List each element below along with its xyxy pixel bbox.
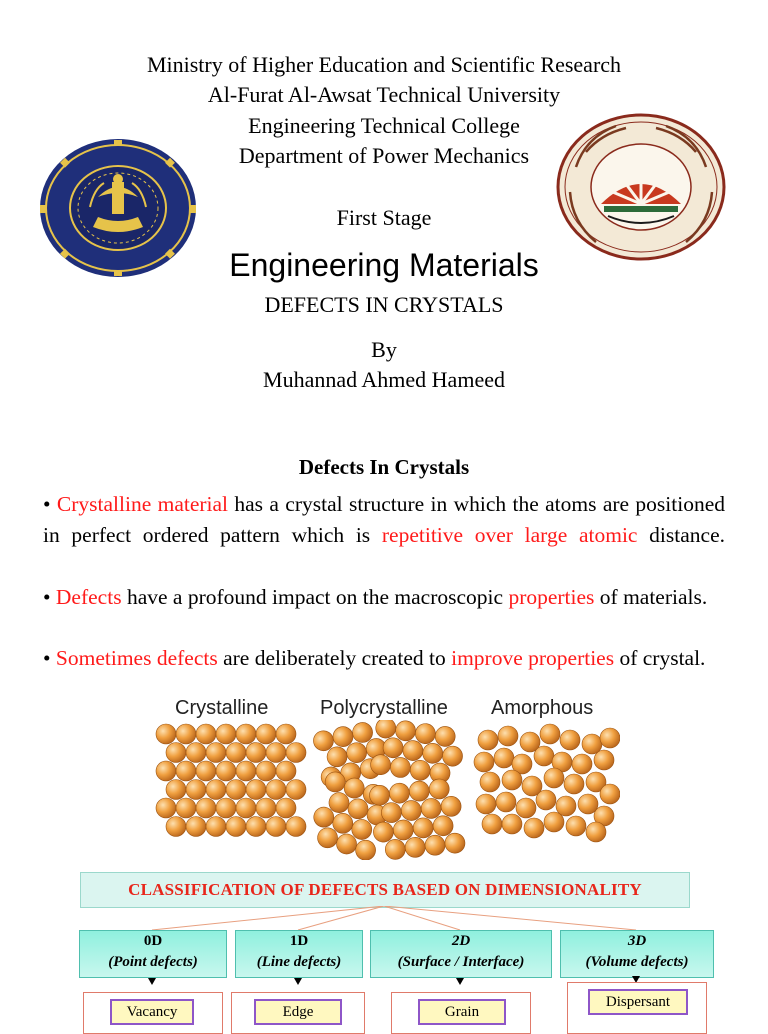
dim-box-3d <box>560 930 714 978</box>
crystalline-lattice <box>156 724 306 837</box>
amorphous-atom <box>572 754 592 774</box>
polycrystalline-atom <box>440 795 462 817</box>
amorphous-atom <box>600 784 620 804</box>
polycrystalline-atom <box>408 780 430 802</box>
amorphous-atom <box>516 798 536 818</box>
crystalline-atom <box>256 724 276 744</box>
dim-box-2d <box>370 930 552 978</box>
bullet-2-part-1: Defects <box>55 585 122 609</box>
dim-2d-label: 2D <box>451 933 471 949</box>
amorphous-atom <box>478 730 498 750</box>
bullet-3-part-2: are deliberately created to <box>217 646 452 670</box>
classification-banner: CLASSIFICATION OF DEFECTS BASED ON DIMENSIONALITY <box>80 872 690 908</box>
crystalline-atom <box>176 724 196 744</box>
crystalline-atom <box>166 743 186 763</box>
polycrystalline-atom <box>392 819 414 841</box>
amorphous-atom <box>544 768 564 788</box>
amorphous-atom <box>476 794 496 814</box>
crystalline-atom <box>196 798 216 818</box>
polycrystalline-atom <box>388 782 410 804</box>
bullet-2-part-3: properties <box>508 585 595 609</box>
crystalline-atom <box>226 743 246 763</box>
crystalline-atom <box>196 724 216 744</box>
polycrystalline-atom <box>424 834 446 856</box>
header-line-ministry: Ministry of Higher Education and Scientific Research <box>146 52 622 77</box>
bullet-3-part-0: • <box>43 646 56 670</box>
amorphous-atom <box>502 814 522 834</box>
crystalline-atom <box>266 780 286 800</box>
crystalline-atom <box>286 817 306 837</box>
crystalline-atom <box>246 817 266 837</box>
dim-box-0d <box>79 930 227 978</box>
atomic-structures-figure <box>150 720 620 860</box>
bullet-defects <box>43 582 725 613</box>
crystalline-atom <box>156 724 176 744</box>
crystalline-atom <box>226 817 246 837</box>
amorphous-atom <box>536 790 556 810</box>
crystalline-atom <box>196 761 216 781</box>
dim-0d-label: 0D <box>143 933 163 949</box>
crystalline-atom <box>186 780 206 800</box>
bullet-1-part-4: distance. <box>637 523 725 547</box>
example-box-1d <box>231 992 365 1034</box>
dim-3d-label: 3D <box>627 933 647 949</box>
bullet-1-part-0: • <box>43 492 57 516</box>
polycrystalline-atom <box>404 836 426 858</box>
bullet-3-part-1: Sometimes defects <box>55 646 218 670</box>
label-polycrystalline: Polycrystalline <box>320 697 448 719</box>
amorphous-structure <box>474 724 620 842</box>
crystalline-atom <box>216 761 236 781</box>
crystalline-atom <box>276 798 296 818</box>
label-amorphous: Amorphous <box>491 697 594 719</box>
arrow-2d <box>456 978 464 985</box>
example-box-0d <box>83 992 223 1034</box>
dim-0d-sub: (Point defects) <box>108 954 198 970</box>
arrow-1d <box>294 978 302 985</box>
arrow-0d <box>148 978 156 985</box>
bullet-3-part-3: improve properties <box>451 646 615 670</box>
crystalline-atom <box>216 798 236 818</box>
crystalline-atom <box>156 798 176 818</box>
crystalline-atom <box>206 743 226 763</box>
amorphous-atom <box>566 816 586 836</box>
dim-3d-sub: (Volume defects) <box>585 954 689 970</box>
bullet-crystalline <box>43 489 725 551</box>
bullet-1-part-1: Crystalline material <box>56 492 229 516</box>
crystalline-atom <box>206 817 226 837</box>
example-grain: Grain <box>418 999 506 1025</box>
amorphous-atom <box>494 748 514 768</box>
crystalline-atom <box>166 780 186 800</box>
polycrystalline-atom <box>400 800 422 822</box>
example-box-2d <box>391 992 531 1034</box>
amorphous-atom <box>540 724 560 744</box>
course-title: Engineering Materials <box>229 247 539 283</box>
crystalline-atom <box>186 817 206 837</box>
header-line-college: Engineering Technical College <box>248 113 520 138</box>
crystalline-atom <box>276 724 296 744</box>
bullet-2-part-4: of materials. <box>594 585 708 609</box>
crystalline-atom <box>176 761 196 781</box>
polycrystalline-atom <box>444 832 466 854</box>
crystalline-atom <box>176 798 196 818</box>
crystalline-atom <box>236 761 256 781</box>
crystalline-atom <box>286 743 306 763</box>
author-name: Muhannad Ahmed Hameed <box>263 367 505 392</box>
amorphous-atom <box>564 774 584 794</box>
atu-university-logo <box>38 137 198 279</box>
example-dispersant: Dispersant <box>588 989 688 1015</box>
amorphous-atom <box>502 770 522 790</box>
stage-label: First Stage <box>336 205 432 230</box>
ministry-logo <box>556 112 726 262</box>
crystalline-atom <box>236 798 256 818</box>
amorphous-atom <box>586 822 606 842</box>
crystalline-atom <box>246 780 266 800</box>
bullet-2-part-0: • <box>43 585 56 609</box>
amorphous-atom <box>544 812 564 832</box>
crystalline-atom <box>156 761 176 781</box>
amorphous-atom <box>600 728 620 748</box>
amorphous-atom <box>496 792 516 812</box>
label-crystalline: Crystalline <box>175 697 269 719</box>
polycrystalline-atom <box>353 838 378 860</box>
dim-1d-sub: (Line defects) <box>256 954 342 970</box>
example-edge: Edge <box>254 999 342 1025</box>
classification-connectors <box>80 906 700 932</box>
topic-title: DEFECTS IN CRYSTALS <box>264 292 504 317</box>
by-label: By <box>371 337 397 362</box>
bullet-2-part-2: have a profound impact on the macroscopic <box>121 585 509 609</box>
dim-box-1d <box>235 930 363 978</box>
dim-1d-label: 1D <box>289 933 309 949</box>
amorphous-atom <box>560 730 580 750</box>
crystalline-atom <box>276 761 296 781</box>
dim-2d-sub: (Surface / Interface) <box>397 954 525 970</box>
crystalline-atom <box>226 780 246 800</box>
polycrystalline-atom <box>420 797 442 819</box>
polycrystalline-atom <box>374 720 397 739</box>
crystalline-atom <box>256 761 276 781</box>
amorphous-atom <box>524 818 544 838</box>
polycrystalline-atom <box>432 815 454 837</box>
amorphous-atom <box>534 746 554 766</box>
amorphous-atom <box>594 750 614 770</box>
header-line-university: Al-Furat Al-Awsat Technical University <box>207 82 561 107</box>
bullet-sometimes <box>43 643 725 674</box>
crystalline-atom <box>266 743 286 763</box>
crystalline-atom <box>256 798 276 818</box>
crystalline-atom <box>186 743 206 763</box>
example-vacancy: Vacancy <box>110 999 194 1025</box>
header-line-department: Department of Power Mechanics <box>238 143 530 168</box>
bullet-1-part-2: has a crystal structure in which the atoms are positioned in perfect ordered pattern which is <box>43 492 726 547</box>
amorphous-atom <box>498 726 518 746</box>
amorphous-atom <box>480 772 500 792</box>
polycrystalline-lattice <box>305 720 466 860</box>
amorphous-atom <box>482 814 502 834</box>
example-box-3d <box>567 982 707 1034</box>
crystalline-atom <box>246 743 266 763</box>
polycrystalline-atom <box>428 778 450 800</box>
bullet-3-part-4: of crystal. <box>614 646 706 670</box>
section-heading: Defects In Crystals <box>298 455 470 479</box>
crystalline-atom <box>206 780 226 800</box>
crystalline-atom <box>286 780 306 800</box>
bullet-1-part-3: repetitive over large atomic <box>381 523 638 547</box>
crystalline-atom <box>166 817 186 837</box>
polycrystalline-atom <box>384 838 406 860</box>
polycrystalline-atom <box>412 817 434 839</box>
amorphous-atom <box>474 752 494 772</box>
crystalline-atom <box>236 724 256 744</box>
crystalline-atom <box>216 724 236 744</box>
crystalline-atom <box>266 817 286 837</box>
